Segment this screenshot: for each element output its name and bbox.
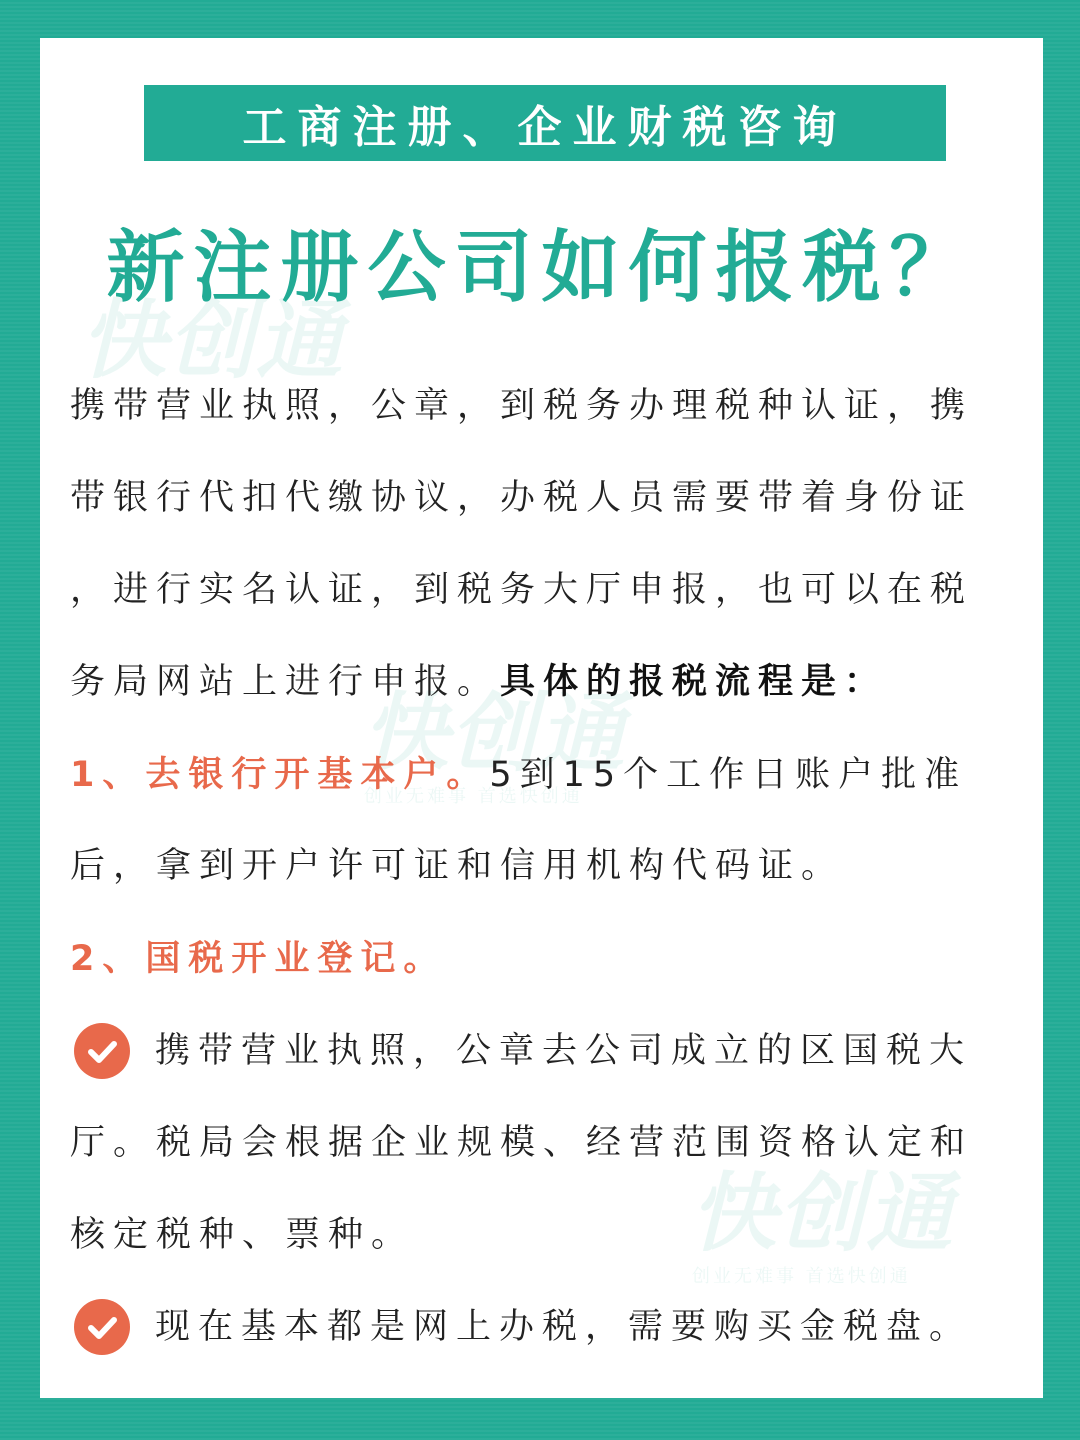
intro-line: 带银行代扣代缴协议，办税人员需要带着身份证 <box>70 478 974 518</box>
check-icon <box>74 1023 130 1079</box>
intro-line: ，进行实名认证，到税务大厅申报，也可以在税 <box>70 570 974 610</box>
intro-text: 务局网站上进行申报。 <box>70 662 501 702</box>
watermark: 快创通 <box>80 291 344 391</box>
banner-text: 工商注册、企业财税咨询 <box>242 102 848 153</box>
step2-item1-line: 携带营业执照，公章去公司成立的区国税大 <box>155 1031 973 1071</box>
process-heading: 具体的报税流程是： <box>500 662 888 702</box>
intro-line: 携带营业执照，公章，到税务办理税种认证，携 <box>70 386 974 426</box>
step2-item1-line: 核定税种、票种。 <box>70 1215 415 1255</box>
step1-text: 5到15个工作日账户批准 <box>489 755 968 795</box>
step1-line: 后，拿到开户许可证和信用机构代码证。 <box>70 846 845 886</box>
step2-title-text: 2、国税开业登记。 <box>70 939 447 979</box>
step2-title <box>70 936 1010 982</box>
watermark: 快创通 创业无难事 首选快创通 <box>690 1164 954 1287</box>
step2-item1-line: 厅。税局会根据企业规模、经营范围资格认定和 <box>70 1123 974 1163</box>
check-icon <box>74 1299 130 1355</box>
page-title: 新注册公司如何报税？ <box>106 223 977 313</box>
step1-line <box>70 752 1010 798</box>
title-banner <box>144 85 946 161</box>
step1-title: 1、去银行开基本户。 <box>70 755 490 795</box>
content-card <box>40 38 1043 1398</box>
intro-line <box>70 659 1010 705</box>
step2-item2-line: 现在基本都是网上办税，需要购买金税盘。 <box>155 1307 973 1347</box>
watermark: 快创通 创业无难事 首选快创通 <box>362 684 626 807</box>
